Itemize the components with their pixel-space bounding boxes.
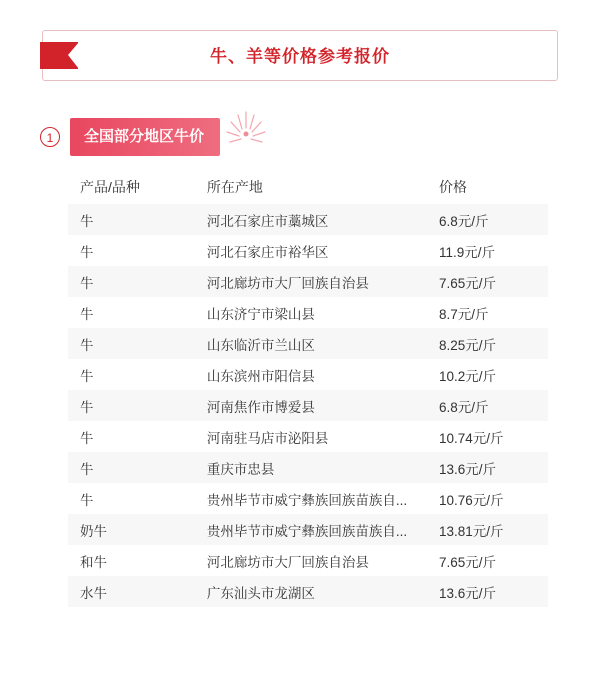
cell-product: 牛: [68, 328, 195, 359]
cell-origin: 河南焦作市博爱县: [195, 390, 427, 421]
cell-price: 10.74元/斤: [439, 430, 504, 446]
cell-origin: 重庆市忠县: [195, 452, 427, 483]
cell-price: 10.2元/斤: [439, 368, 497, 384]
column-header-origin: 所在产地: [206, 179, 263, 195]
table-row: [68, 390, 548, 421]
section-number-badge: 1: [40, 127, 60, 147]
price-table: [68, 170, 548, 607]
cell-origin: 贵州毕节市威宁彝族回族苗族自...: [195, 514, 427, 545]
cell-origin: 山东滨州市阳信县: [206, 368, 315, 384]
table-row: [68, 576, 548, 607]
cell-product: 牛: [80, 492, 94, 508]
table-row: [68, 235, 548, 266]
table-row: [68, 328, 548, 359]
cell-origin: 河北廊坊市大厂回族自治县: [206, 554, 369, 570]
cell-origin: 河南驻马店市泌阳县: [206, 430, 329, 446]
table-row: [68, 421, 548, 452]
header-banner: [42, 30, 558, 81]
cell-product: 牛: [68, 204, 195, 235]
cell-price: 7.65元/斤: [427, 266, 548, 297]
cell-origin: 山东临沂市兰山区: [195, 328, 427, 359]
cell-origin: 河北石家庄市藁城区: [195, 204, 427, 235]
cell-product: 水牛: [68, 576, 195, 607]
cell-product: 牛: [68, 266, 195, 297]
table-row: [68, 514, 548, 545]
page-title: 牛、羊等价格参考报价: [210, 47, 390, 66]
cell-price: 13.6元/斤: [427, 576, 548, 607]
section-title: 全国部分地区牛价: [70, 118, 220, 156]
table-row: [68, 204, 548, 235]
cell-product: 奶牛: [68, 514, 195, 545]
column-header-product: 产品/品种: [80, 179, 140, 195]
cell-product: 牛: [80, 306, 94, 322]
cell-price: 8.7元/斤: [439, 306, 489, 322]
table-body: [68, 204, 548, 607]
cell-origin: 广东汕头市龙湖区: [195, 576, 427, 607]
cell-origin: 河北石家庄市裕华区: [206, 244, 329, 260]
cell-price: 13.6元/斤: [427, 452, 548, 483]
cell-product: 牛: [68, 390, 195, 421]
table-row: [68, 266, 548, 297]
cell-price: 7.65元/斤: [439, 554, 497, 570]
cell-product: 牛: [80, 244, 94, 260]
cell-price: 11.9元/斤: [439, 244, 496, 260]
table-row: [68, 452, 548, 483]
table-row: [68, 483, 548, 514]
cell-price: 8.25元/斤: [427, 328, 548, 359]
sparkle-icon: [216, 108, 276, 160]
cell-product: 牛: [80, 368, 94, 384]
cell-origin: 河北廊坊市大厂回族自治县: [195, 266, 427, 297]
cell-price: 10.76元/斤: [439, 492, 504, 508]
cell-product: 牛: [68, 452, 195, 483]
cell-price: 6.8元/斤: [427, 204, 548, 235]
section-header: [40, 118, 560, 158]
table-row: [68, 545, 548, 576]
cell-price: 13.81元/斤: [427, 514, 548, 545]
cell-product: 和牛: [80, 554, 107, 570]
column-header-price: 价格: [439, 179, 467, 195]
cell-origin: 山东济宁市梁山县: [206, 306, 315, 322]
ribbon-decoration: [40, 42, 78, 69]
table-header-row: [68, 170, 548, 204]
table-row: [68, 297, 548, 328]
cell-product: 牛: [80, 430, 94, 446]
table-row: [68, 359, 548, 390]
cell-origin: 贵州毕节市威宁彝族回族苗族自...: [206, 492, 408, 508]
cell-price: 6.8元/斤: [427, 390, 548, 421]
